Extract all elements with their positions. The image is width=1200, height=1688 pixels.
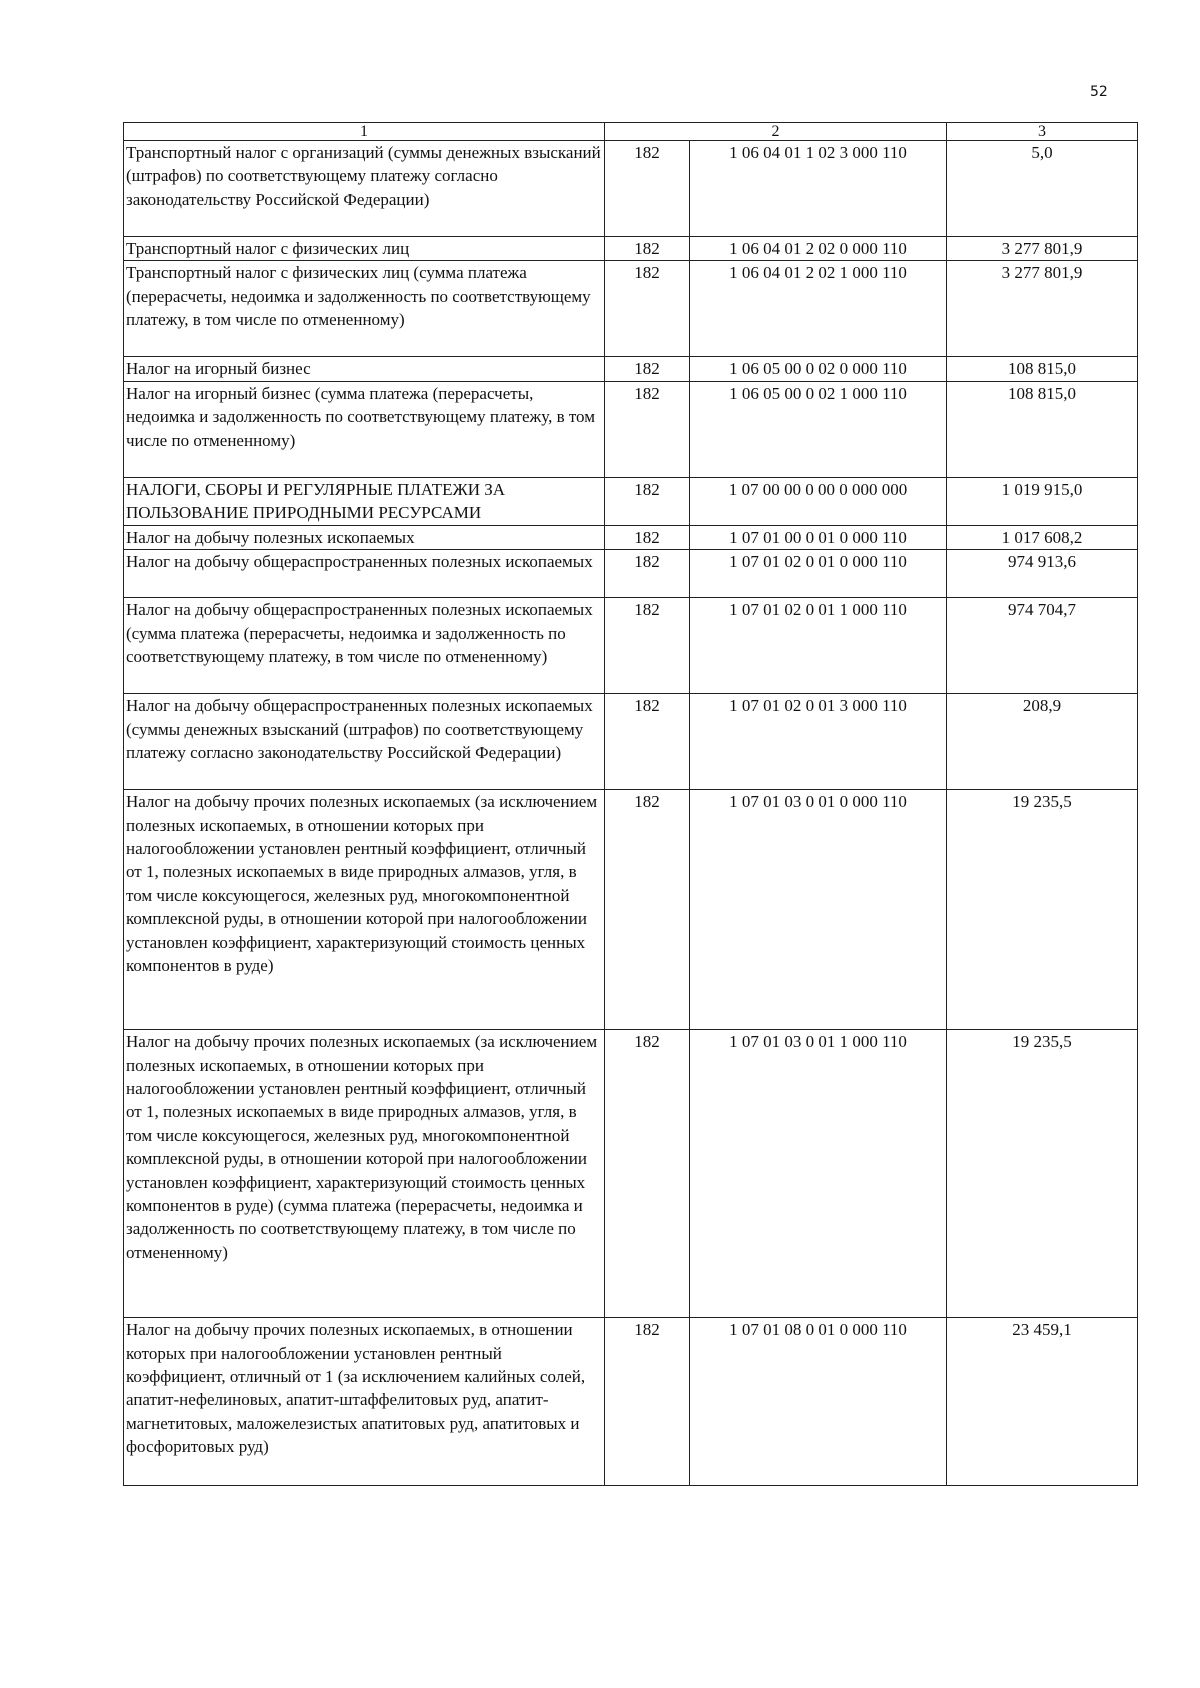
row-admin-code: 182 xyxy=(605,477,690,525)
row-amount: 19 235,5 xyxy=(947,790,1138,1030)
table-row xyxy=(124,1318,1138,1486)
row-budget-code: 1 06 04 01 1 02 3 000 110 xyxy=(690,141,947,237)
row-amount: 974 704,7 xyxy=(947,598,1138,694)
table-row xyxy=(124,141,1138,237)
revenue-table xyxy=(123,122,1138,1486)
row-name: Налог на добычу общераспространенных полезных ископаемых (суммы денежных взысканий (штрафов) по соответствующему платежу согласно законодательству Российской Федерации) xyxy=(124,694,605,790)
table-row xyxy=(124,261,1138,357)
row-budget-code: 1 07 01 00 0 01 0 000 110 xyxy=(690,525,947,549)
row-amount: 19 235,5 xyxy=(947,1030,1138,1318)
table-row xyxy=(124,237,1138,261)
row-amount: 23 459,1 xyxy=(947,1318,1138,1486)
row-admin-code: 182 xyxy=(605,550,690,598)
row-admin-code: 182 xyxy=(605,261,690,357)
table-row xyxy=(124,1030,1138,1318)
table-row xyxy=(124,550,1138,598)
row-budget-code: 1 06 04 01 2 02 0 000 110 xyxy=(690,237,947,261)
column-header-3: 3 xyxy=(947,123,1138,141)
row-budget-code: 1 07 01 02 0 01 3 000 110 xyxy=(690,694,947,790)
row-amount: 1 019 915,0 xyxy=(947,477,1138,525)
row-amount: 3 277 801,9 xyxy=(947,261,1138,357)
row-budget-code: 1 07 01 08 0 01 0 000 110 xyxy=(690,1318,947,1486)
row-name: Налог на игорный бизнес (сумма платежа (перерасчеты, недоимка и задолженность по соответствующему платежу, в том числе по отмененному) xyxy=(124,381,605,477)
row-budget-code: 1 06 05 00 0 02 0 000 110 xyxy=(690,357,947,381)
row-admin-code: 182 xyxy=(605,141,690,237)
row-amount: 1 017 608,2 xyxy=(947,525,1138,549)
table-row xyxy=(124,694,1138,790)
table-row xyxy=(124,525,1138,549)
row-admin-code: 182 xyxy=(605,1318,690,1486)
row-amount: 3 277 801,9 xyxy=(947,237,1138,261)
table-row xyxy=(124,790,1138,1030)
row-budget-code: 1 07 01 03 0 01 1 000 110 xyxy=(690,1030,947,1318)
row-budget-code: 1 06 05 00 0 02 1 000 110 xyxy=(690,381,947,477)
row-admin-code: 182 xyxy=(605,598,690,694)
row-admin-code: 182 xyxy=(605,790,690,1030)
row-name: Налог на добычу прочих полезных ископаемых (за исключением полезных ископаемых, в отношении которых при налогообложении установлен рентный коэффициент, отличный от 1, полезных ископаемых в виде природных алмазов, угля, в том числе коксующегося, железных руд, многокомпонентной комплексной руды, в отношении которой при налогообложении установлен коэффициент, характеризующий стоимость ценных компонентов в руде) xyxy=(124,790,605,1030)
row-budget-code: 1 07 00 00 0 00 0 000 000 xyxy=(690,477,947,525)
row-amount: 5,0 xyxy=(947,141,1138,237)
row-budget-code: 1 07 01 03 0 01 0 000 110 xyxy=(690,790,947,1030)
row-name: Налог на игорный бизнес xyxy=(124,357,605,381)
row-admin-code: 182 xyxy=(605,694,690,790)
row-name: НАЛОГИ, СБОРЫ И РЕГУЛЯРНЫЕ ПЛАТЕЖИ ЗА ПОЛЬЗОВАНИЕ ПРИРОДНЫМИ РЕСУРСАМИ xyxy=(124,477,605,525)
row-name: Налог на добычу общераспространенных полезных ископаемых (сумма платежа (перерасчеты, недоимка и задолженность по соответствующему платежу, в том числе по отмененному) xyxy=(124,598,605,694)
row-amount: 208,9 xyxy=(947,694,1138,790)
row-admin-code: 182 xyxy=(605,237,690,261)
row-budget-code: 1 07 01 02 0 01 0 000 110 xyxy=(690,550,947,598)
column-header-2: 2 xyxy=(605,123,947,141)
page-number: 52 xyxy=(1090,84,1108,100)
table-row xyxy=(124,598,1138,694)
row-name: Транспортный налог с физических лиц xyxy=(124,237,605,261)
table-row xyxy=(124,357,1138,381)
row-name: Налог на добычу общераспространенных полезных ископаемых xyxy=(124,550,605,598)
row-name: Налог на добычу прочих полезных ископаемых (за исключением полезных ископаемых, в отношении которых при налогообложении установлен рентный коэффициент, отличный от 1, полезных ископаемых в виде природных алмазов, угля, в том числе коксующегося, железных руд, многокомпонентной комплексной руды, в отношении которой при налогообложении установлен коэффициент, характеризующий стоимость ценных компонентов в руде) (сумма платежа (перерасчеты, недоимка и задолженность по соответствующему платежу, в том числе по отмененному) xyxy=(124,1030,605,1318)
row-amount: 974 913,6 xyxy=(947,550,1138,598)
row-amount: 108 815,0 xyxy=(947,381,1138,477)
table-header-row xyxy=(124,123,1138,141)
row-admin-code: 182 xyxy=(605,381,690,477)
row-budget-code: 1 07 01 02 0 01 1 000 110 xyxy=(690,598,947,694)
row-name: Налог на добычу полезных ископаемых xyxy=(124,525,605,549)
column-header-1: 1 xyxy=(124,123,605,141)
row-admin-code: 182 xyxy=(605,525,690,549)
row-name: Налог на добычу прочих полезных ископаемых, в отношении которых при налогообложении установлен рентный коэффициент, отличный от 1 (за исключением калийных солей, апатит-нефелиновых, апатит-штаффелитовых руд, апатит-магнетитовых, маложелезистых апатитовых руд, апатитовых и фосфоритовых руд) xyxy=(124,1318,605,1486)
row-admin-code: 182 xyxy=(605,357,690,381)
table-row xyxy=(124,381,1138,477)
row-budget-code: 1 06 04 01 2 02 1 000 110 xyxy=(690,261,947,357)
row-admin-code: 182 xyxy=(605,1030,690,1318)
table-row xyxy=(124,477,1138,525)
row-amount: 108 815,0 xyxy=(947,357,1138,381)
row-name: Транспортный налог с организаций (суммы денежных взысканий (штрафов) по соответствующему платежу согласно законодательству Российской Федерации) xyxy=(124,141,605,237)
row-name: Транспортный налог с физических лиц (сумма платежа (перерасчеты, недоимка и задолженность по соответствующему платежу, в том числе по отмененному) xyxy=(124,261,605,357)
